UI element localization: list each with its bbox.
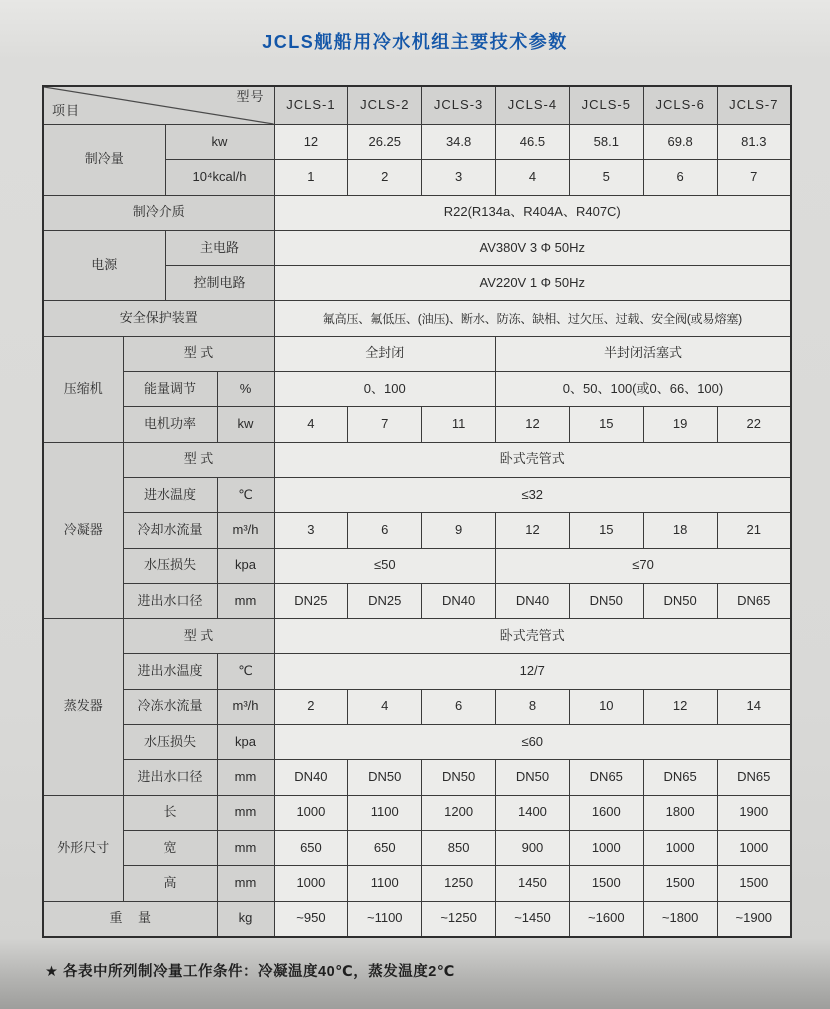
- value-cell: 21: [717, 513, 791, 548]
- unit-cell: ℃: [217, 654, 274, 689]
- unit-cell: kpa: [217, 548, 274, 583]
- value-cell: 1500: [569, 866, 643, 901]
- value-cell: ~950: [274, 901, 348, 937]
- row-evaporator-inout-temp: [43, 654, 791, 689]
- spec-table: [42, 85, 792, 938]
- value-cell: 12: [643, 689, 717, 724]
- value-cell: 3: [274, 513, 348, 548]
- row-compressor-regulation: [43, 372, 791, 407]
- row-label: 电机功率: [123, 407, 217, 442]
- corner-header-cell: [43, 86, 274, 125]
- row-dimensions-width: [43, 830, 791, 865]
- row-label: 型 式: [123, 442, 274, 477]
- value-cell: 650: [348, 830, 422, 865]
- row-evaporator-flow: [43, 689, 791, 724]
- value-cell: DN65: [717, 583, 791, 618]
- value-cell: R22(R134a、R404A、R407C): [274, 195, 791, 230]
- value-cell: 34.8: [422, 125, 496, 160]
- section-label-dimensions: 外形尺寸: [43, 795, 123, 901]
- row-condenser-inlet-temp: [43, 477, 791, 512]
- value-cell: 1600: [569, 795, 643, 830]
- value-cell: ~1800: [643, 901, 717, 937]
- row-label: 宽: [123, 830, 217, 865]
- row-label: 进出水温度: [123, 654, 217, 689]
- model-header: JCLS-1: [274, 86, 348, 125]
- model-header: JCLS-4: [496, 86, 570, 125]
- value-cell: 10: [569, 689, 643, 724]
- unit-cell: m³/h: [217, 513, 274, 548]
- value-cell: 卧式壳管式: [274, 442, 791, 477]
- unit-cell: m³/h: [217, 689, 274, 724]
- row-label: 高: [123, 866, 217, 901]
- section-label-safety: 安全保护装置: [43, 301, 274, 336]
- value-cell: 6: [422, 689, 496, 724]
- row-label: 进出水口径: [123, 583, 217, 618]
- row-condenser-pressure-loss: [43, 548, 791, 583]
- value-cell: DN25: [274, 583, 348, 618]
- value-cell: 卧式壳管式: [274, 619, 791, 654]
- table-header-row: [43, 86, 791, 125]
- model-header: JCLS-2: [348, 86, 422, 125]
- value-cell: 0、50、100(或0、66、100): [496, 372, 791, 407]
- corner-label-model: 型号: [236, 89, 265, 104]
- value-cell: 8: [496, 689, 570, 724]
- value-cell: 1250: [422, 866, 496, 901]
- value-cell: 1000: [274, 795, 348, 830]
- value-cell: 5: [569, 160, 643, 195]
- value-cell: ~1250: [422, 901, 496, 937]
- row-cooling-kw: [43, 125, 791, 160]
- section-label-weight: 重 量: [43, 901, 217, 937]
- value-cell: 2: [348, 160, 422, 195]
- value-cell: 7: [717, 160, 791, 195]
- value-cell: DN65: [569, 760, 643, 795]
- value-cell: 1000: [274, 866, 348, 901]
- value-cell: 18: [643, 513, 717, 548]
- value-cell: 12: [496, 407, 570, 442]
- value-cell: 氟高压、氟低压、(油压)、断水、防冻、缺相、过欠压、过载、安全阀(或易熔塞): [274, 301, 791, 336]
- unit-cell: mm: [217, 760, 274, 795]
- value-cell: 7: [348, 407, 422, 442]
- value-cell: DN50: [643, 583, 717, 618]
- value-cell: 11: [422, 407, 496, 442]
- row-label: 长: [123, 795, 217, 830]
- value-cell: ≤70: [496, 548, 791, 583]
- section-label-power: 电源: [43, 230, 165, 301]
- value-cell: 14: [717, 689, 791, 724]
- value-cell: 12: [496, 513, 570, 548]
- unit-cell: mm: [217, 795, 274, 830]
- value-cell: 1900: [717, 795, 791, 830]
- section-label-refrigerant: 制冷介质: [43, 195, 274, 230]
- value-cell: 12: [274, 125, 348, 160]
- value-cell: 1400: [496, 795, 570, 830]
- unit-cell: mm: [217, 583, 274, 618]
- value-cell: 3: [422, 160, 496, 195]
- value-cell: 6: [348, 513, 422, 548]
- row-evaporator-type: [43, 619, 791, 654]
- value-cell: 81.3: [717, 125, 791, 160]
- unit-cell: ℃: [217, 477, 274, 512]
- value-cell: 1100: [348, 795, 422, 830]
- value-cell: 1100: [348, 866, 422, 901]
- value-cell: 9: [422, 513, 496, 548]
- model-header: JCLS-3: [422, 86, 496, 125]
- value-cell: ≤32: [274, 477, 791, 512]
- value-cell: DN65: [717, 760, 791, 795]
- row-label: 冷却水流量: [123, 513, 217, 548]
- row-label: 控制电路: [165, 266, 274, 301]
- value-cell: 6: [643, 160, 717, 195]
- value-cell: 26.25: [348, 125, 422, 160]
- row-power-main: [43, 230, 791, 265]
- value-cell: 1000: [643, 830, 717, 865]
- value-cell: DN40: [422, 583, 496, 618]
- value-cell: 650: [274, 830, 348, 865]
- value-cell: 半封闭活塞式: [496, 336, 791, 371]
- unit-cell: mm: [217, 866, 274, 901]
- value-cell: AV380V 3 Φ 50Hz: [274, 230, 791, 265]
- value-cell: ~1100: [348, 901, 422, 937]
- row-label: 冷冻水流量: [123, 689, 217, 724]
- row-weight: [43, 901, 791, 937]
- row-safety: [43, 301, 791, 336]
- value-cell: 1000: [569, 830, 643, 865]
- model-header: JCLS-7: [717, 86, 791, 125]
- value-cell: ~1900: [717, 901, 791, 937]
- unit-cell: %: [217, 372, 274, 407]
- value-cell: 1: [274, 160, 348, 195]
- row-label: 进水温度: [123, 477, 217, 512]
- row-condenser-type: [43, 442, 791, 477]
- unit-cell: kw: [217, 407, 274, 442]
- value-cell: DN65: [643, 760, 717, 795]
- value-cell: ~1600: [569, 901, 643, 937]
- value-cell: 15: [569, 407, 643, 442]
- row-dimensions-length: [43, 795, 791, 830]
- row-label: 能量调节: [123, 372, 217, 407]
- section-label-cooling: 制冷量: [43, 125, 165, 196]
- value-cell: 全封闭: [274, 336, 496, 371]
- row-label: 型 式: [123, 336, 274, 371]
- section-label-compressor: 压缩机: [43, 336, 123, 442]
- value-cell: 58.1: [569, 125, 643, 160]
- section-label-condenser: 冷凝器: [43, 442, 123, 618]
- value-cell: 22: [717, 407, 791, 442]
- value-cell: DN50: [569, 583, 643, 618]
- value-cell: 1800: [643, 795, 717, 830]
- value-cell: DN40: [496, 583, 570, 618]
- value-cell: 1000: [717, 830, 791, 865]
- unit-cell: kpa: [217, 725, 274, 760]
- row-label: 水压损失: [123, 548, 217, 583]
- value-cell: 0、100: [274, 372, 496, 407]
- unit-cell: 10⁴kcal/h: [165, 160, 274, 195]
- row-condenser-pipe: [43, 583, 791, 618]
- value-cell: DN50: [348, 760, 422, 795]
- row-evaporator-pressure-loss: [43, 725, 791, 760]
- value-cell: DN50: [422, 760, 496, 795]
- value-cell: 46.5: [496, 125, 570, 160]
- page-title: JCLS舰船用冷水机组主要技术参数: [262, 32, 568, 52]
- row-compressor-motor: [43, 407, 791, 442]
- row-label: 进出水口径: [123, 760, 217, 795]
- value-cell: DN25: [348, 583, 422, 618]
- value-cell: AV220V 1 Φ 50Hz: [274, 266, 791, 301]
- value-cell: ≤60: [274, 725, 791, 760]
- section-label-evaporator: 蒸发器: [43, 619, 123, 795]
- model-header: JCLS-6: [643, 86, 717, 125]
- unit-cell: mm: [217, 830, 274, 865]
- value-cell: 69.8: [643, 125, 717, 160]
- value-cell: 1500: [717, 866, 791, 901]
- value-cell: ≤50: [274, 548, 496, 583]
- value-cell: 1500: [643, 866, 717, 901]
- value-cell: 2: [274, 689, 348, 724]
- corner-label-item: 项目: [52, 103, 81, 119]
- value-cell: 1450: [496, 866, 570, 901]
- value-cell: 4: [348, 689, 422, 724]
- unit-cell: kg: [217, 901, 274, 937]
- value-cell: 12/7: [274, 654, 791, 689]
- footnote: ★ 各表中所列制冷量工作条件：冷凝温度40℃，蒸发温度2℃: [45, 964, 455, 980]
- row-compressor-type: [43, 336, 791, 371]
- value-cell: DN40: [274, 760, 348, 795]
- row-refrigerant: [43, 195, 791, 230]
- row-evaporator-pipe: [43, 760, 791, 795]
- value-cell: 850: [422, 830, 496, 865]
- value-cell: 900: [496, 830, 570, 865]
- model-header: JCLS-5: [569, 86, 643, 125]
- value-cell: 4: [274, 407, 348, 442]
- value-cell: ~1450: [496, 901, 570, 937]
- row-condenser-flow: [43, 513, 791, 548]
- value-cell: DN50: [496, 760, 570, 795]
- value-cell: 15: [569, 513, 643, 548]
- value-cell: 19: [643, 407, 717, 442]
- row-dimensions-height: [43, 866, 791, 901]
- unit-cell: kw: [165, 125, 274, 160]
- value-cell: 4: [496, 160, 570, 195]
- row-label: 水压损失: [123, 725, 217, 760]
- row-label: 主电路: [165, 230, 274, 265]
- value-cell: 1200: [422, 795, 496, 830]
- row-label: 型 式: [123, 619, 274, 654]
